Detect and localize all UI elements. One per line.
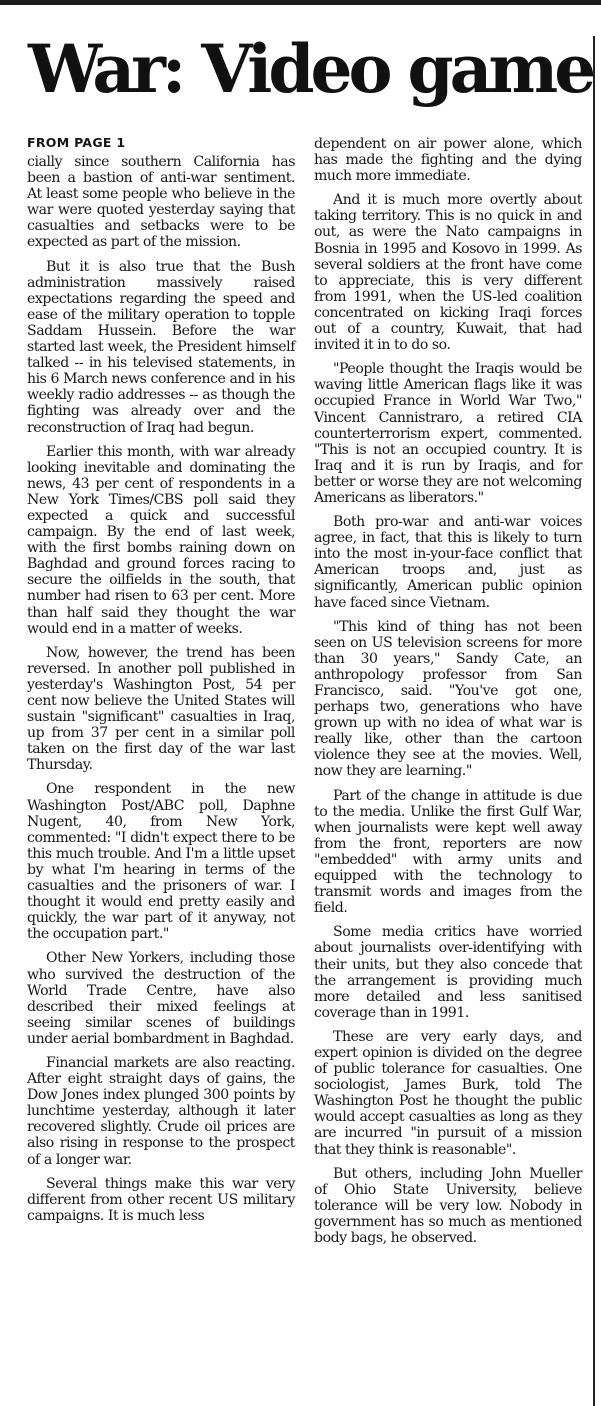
paragraph: And it is much more overtly about taking territory. This is no quick in and out, as were the Nato campaigns in Bosnia in 1995 and Kosovo in 1999. As several soldiers at the front have come to appreciate, this is very different from 1991, when the US-led coalition concentrated on kicking Iraqi forces out of a country, Kuwait, that had invited it in to do so. bbox=[314, 192, 582, 354]
column-rule bbox=[593, 36, 595, 1406]
paragraph: But others, including John Mueller of Ohio State University, believe tolerance will be very low. Nobody in government has so much as mentioned body bags, he observed. bbox=[314, 1165, 582, 1246]
top-rule bbox=[0, 0, 601, 5]
paragraph: One respondent in the new Washington Post/ABC poll, Daphne Nugent, 40, from New York, commented: "I didn't expect there to be this much trouble. And I'm a little upset by what I'm hearing in terms of the casualties and the prisoners of war. I thought it would end pretty easily and quickly, the war part of it anyway, not the occupation part." bbox=[27, 781, 295, 943]
paragraph: dependent on air power alone, which has made the fighting and the dying much more immediate. bbox=[314, 136, 582, 185]
paragraph: Part of the change in attitude is due to the media. Unlike the first Gulf War, when journalists were kept well away from the front, reporters are now "embedded" with army units and equipped with the technology to transmit words and images from the field. bbox=[314, 787, 582, 917]
kicker: FROM PAGE 1 bbox=[27, 135, 126, 150]
paragraph: Some media critics have worried about journalists over-identifying with their units, but they also concede that the arrangement is providing much more detailed and less sanitised coverage than in 1991. bbox=[314, 924, 582, 1021]
paragraph: Earlier this month, with war already looking inevitable and dominating the news, 43 per cent of respondents in a New York Times/CBS poll said they expected a quick and successful campaign. By the end of last week, with the first bombs raining down on Baghdad and ground forces racing to secure the oilfields in the south, that number had risen to 63 per cent. More than half said they thought the war would end in a matter of weeks. bbox=[27, 443, 295, 637]
paragraph: "People thought the Iraqis would be waving little American flags like it was occupied France in World War Two," Vincent Cannistraro, a retired CIA counterterrorism expert, commented. "This is not an occupied country. It is Iraq and it is run by Iraqis, and for better or worse they are not welcoming Americans as liberators." bbox=[314, 361, 582, 506]
paragraph: "This kind of thing has not been seen on US television screens for more than 30 years," Sandy Cate, an anthropology professor from San Francisco, said. "You've got one, perhaps two, generations who have grown up with no idea of what war is really like, other than the cartoon violence they see at the movies. Well, now they are learning." bbox=[314, 618, 582, 780]
paragraph: Other New Yorkers, including those who survived the destruction of the World Trade Centre, have also described their mixed feelings at seeing similar scenes of buildings under aerial bombardment in Baghdad. bbox=[27, 950, 295, 1047]
right-column bbox=[314, 136, 582, 1254]
left-column bbox=[27, 132, 295, 1232]
paragraph: cially since southern California has been a bastion of anti-war sentiment. At least some people who believe in the war were quoted yesterday saying that casualties and setbacks were to be expected as part of the mission. bbox=[27, 154, 295, 251]
paragraph: Several things make this war very different from other recent US military campaigns. It is much less bbox=[27, 1175, 295, 1224]
paragraph: Financial markets are also reacting. After eight straight days of gains, the Dow Jones index plunged 300 points by lunchtime yesterday, although it later recovered slightly. Crude oil prices are also rising in response to the prospect of a longer war. bbox=[27, 1054, 295, 1168]
paragraph: Both pro-war and anti-war voices agree, in fact, that this is likely to turn into the most in-your-face conflict that American troops and, just as significantly, American public opinion have faced since Vietnam. bbox=[314, 514, 582, 611]
paragraph: These are very early days, and expert opinion is divided on the degree of public tolerance for casualties. One sociologist, James Burk, told The Washington Post he thought the public would accept casualties as long as they are incurred "in pursuit of a mission that they think is reasonable". bbox=[314, 1028, 582, 1158]
paragraph: Now, however, the trend has been reversed. In another poll published in yesterday's Washington Post, 54 per cent now believe the United States will sustain "significant" casualties in Iraq, up from 37 per cent in a similar poll taken on the first day of the war last Thursday. bbox=[27, 644, 295, 774]
headline: War: Video game bbox=[28, 30, 593, 108]
paragraph: But it is also true that the Bush administration massively raised expectations regarding the speed and ease of the military operation to topple Saddam Hussein. Before the war started last week, the President himself talked -- in his televised statements, in his 6 March news conference and in his weekly radio addresses -- as though the fighting was already over and the reconstruction of Iraq had begun. bbox=[27, 258, 295, 436]
